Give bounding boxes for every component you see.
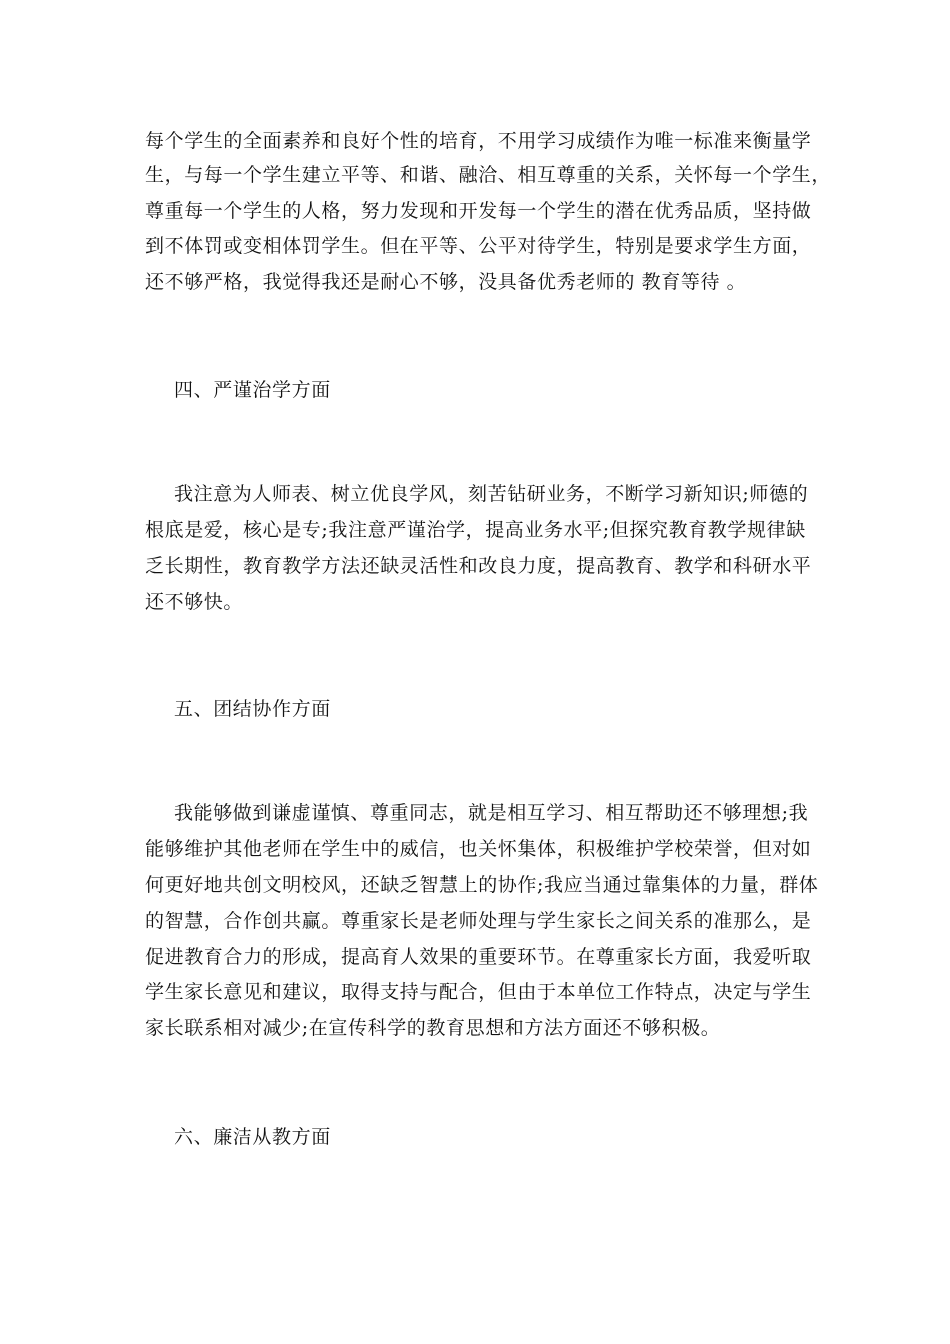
paragraph-3-line-2: 能够维护其他老师在学生中的威信，也关怀集体，积极维护学校荣誉，但对如 xyxy=(145,838,812,860)
section-heading-5: 五、团结协作方面 xyxy=(174,698,331,720)
paragraph-2-line-2: 根底是爱，核心是专;我注意严谨治学，提高业务水平;但探究教育教学规律缺 xyxy=(145,519,806,541)
paragraph-3-line-1: 我能够做到谦虚谨慎、尊重同志，就是相互学习、相互帮助还不够理想;我 xyxy=(174,802,809,824)
paragraph-1-line-5: 还不够严格，我觉得我还是耐心不够，没具备优秀老师的 教育等待 。 xyxy=(145,271,747,293)
section-heading-4: 四、严谨治学方面 xyxy=(174,379,331,401)
paragraph-3-line-6: 学生家长意见和建议，取得支持与配合，但由于本单位工作特点，决定与学生 xyxy=(145,981,812,1003)
paragraph-3-line-4: 的智慧，合作创共赢。尊重家长是老师处理与学生家长之间关系的准那么，是 xyxy=(145,910,812,932)
paragraph-2-line-3: 乏长期性，教育教学方法还缺灵活性和改良力度，提高教育、教学和科研水平 xyxy=(145,555,812,577)
paragraph-3-line-7: 家长联系相对减少;在宣传科学的教育思想和方法方面还不够积极。 xyxy=(145,1017,721,1039)
paragraph-1-line-3: 尊重每一个学生的人格，努力发现和开发每一个学生的潜在优秀品质，坚持做 xyxy=(145,200,812,222)
paragraph-1-line-2: 生，与每一个学生建立平等、和谐、融洽、相互尊重的关系，关怀每一个学生， xyxy=(145,164,832,186)
paragraph-3-line-5: 促进教育合力的形成，提高育人效果的重要环节。在尊重家长方面，我爱听取 xyxy=(145,946,812,968)
paragraph-1-line-1: 每个学生的全面素养和良好个性的培育，不用学习成绩作为唯一标准来衡量学 xyxy=(145,130,812,152)
paragraph-3-line-3: 何更好地共创文明校风，还缺乏智慧上的协作;我应当通过靠集体的力量，群体 xyxy=(145,874,819,896)
paragraph-2-line-4: 还不够快。 xyxy=(145,591,244,613)
paragraph-1-line-4: 到不体罚或变相体罚学生。但在平等、公平对待学生，特别是要求学生方面， xyxy=(145,235,812,257)
paragraph-2-line-1: 我注意为人师表、树立优良学风，刻苦钻研业务，不断学习新知识;师德的 xyxy=(174,483,809,505)
section-heading-6: 六、廉洁从教方面 xyxy=(174,1126,331,1148)
